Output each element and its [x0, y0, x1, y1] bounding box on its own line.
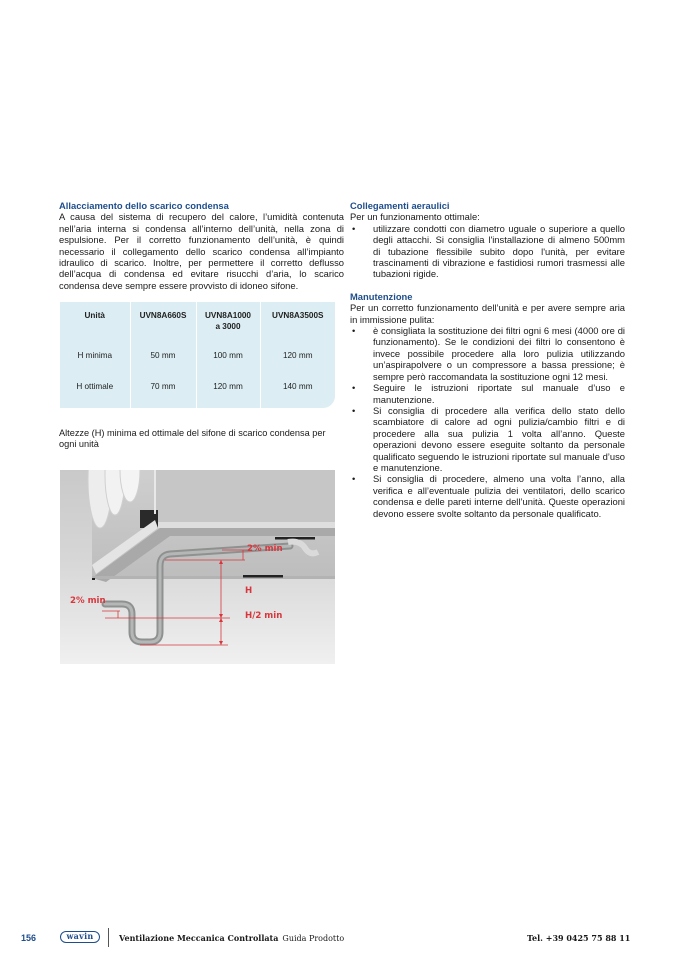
list-item — [350, 223, 625, 280]
slope-left-label: 2% min — [70, 596, 106, 606]
list-item — [350, 405, 625, 473]
document-title — [119, 933, 344, 943]
phone-number: Tel. +39 0425 75 88 11 — [527, 933, 631, 943]
air-connections-intro: Per un funzionamento ottimale: — [350, 211, 480, 223]
bullet-icon: • — [352, 404, 356, 416]
table-cell: H minima — [60, 346, 130, 377]
table-cell: 70 mm — [130, 377, 196, 408]
bullet-icon: • — [352, 222, 356, 234]
list-item-text: Seguire le istruzioni riportate sul manuale d’uso e manutenzione. — [373, 382, 625, 405]
maintenance-list — [350, 325, 625, 519]
list-item — [350, 473, 625, 519]
document-title-text: Ventilazione Meccanica Controllata — [119, 933, 279, 943]
left-column — [59, 200, 344, 291]
condensate-paragraph: A causa del sistema di recupero del calore, l’umidità contenuta nell’aria interna si condensa all’interno dell’unità, nella zona di espulsione. Per il corretto funzionamento dell’unità, è quindi necessario il collegamento dello scarico condensa all’impianto idraulico di scarico. Inoltre, per permettere il corretto deflusso dell’acqua di condensa ed evitare risucchi d’aria, lo scarico condensa deve sempre essere provvisto di idoneo sifone. — [59, 211, 344, 291]
half-height-label: H/2 min — [245, 611, 283, 621]
page-number: 156 — [21, 933, 37, 943]
header-cell: UVN8A660S — [130, 302, 196, 346]
slope-top-label: 2% min — [247, 544, 283, 554]
list-item — [350, 325, 625, 382]
table-cell: H ottimale — [60, 377, 130, 408]
header-cell — [196, 302, 260, 346]
list-item-text: è consigliata la sostituzione dei filtri ogni 6 mesi (4000 ore di funzionamento). Se le condizioni dei filtri lo consentono è invece possibile procedere alla loro pulizia utilizzando un’aspirapolvere o un compressore a bassa pressione; è sempre però raccomandata la sostituzione ogni 12 mesi. — [373, 325, 625, 382]
document-subtitle: Guida Prodotto — [282, 934, 345, 943]
siphon-diagram-icon — [60, 470, 335, 664]
table — [60, 302, 335, 408]
header-cell: Unità — [60, 302, 130, 346]
list-item — [350, 382, 625, 405]
table-header-row — [60, 302, 335, 346]
bullet-icon: • — [352, 473, 356, 485]
height-label: H — [245, 586, 253, 596]
header-cell-text: UVN8A1000 a 3000 — [205, 311, 251, 331]
air-connections-list — [350, 223, 625, 280]
siphon-height-table — [60, 302, 335, 408]
list-item-text: Si consiglia di procedere alla verifica dello stato dello scambiatore di calore ad ogni pulizia/cambio filtri e di procedere alla sua pulizia 1 volta all’anno. Queste operazioni devono essere eseguite soltanto da personale qualificato seguendo le istruzioni riportate sul manuale d’uso e manutenzione. — [373, 404, 625, 473]
table-cell: 120 mm — [196, 377, 260, 408]
bullet-icon: • — [352, 382, 356, 394]
table-caption: Altezze (H) minima ed ottimale del sifone di scarico condensa per ogni unità — [59, 428, 326, 450]
table-row — [60, 346, 335, 377]
page-footer — [0, 926, 677, 950]
table-cell: 140 mm — [282, 382, 313, 391]
table-cell: 50 mm — [130, 346, 196, 377]
section-heading-maintenance: Manutenzione — [350, 290, 413, 302]
table-cell: 100 mm — [196, 346, 260, 377]
header-cell: UVN8A3500S — [272, 311, 324, 320]
table-cell: 120 mm — [282, 351, 313, 360]
maintenance-intro: Per un corretto funzionamento dell’unità e per avere sempre aria in immissione pulita: — [350, 302, 625, 325]
section-heading-condensate: Allacciamento dello scarico condensa — [59, 200, 229, 211]
bullet-icon: • — [352, 325, 356, 337]
table-row — [60, 377, 335, 408]
footer-divider — [108, 928, 109, 947]
list-item-text: Si consiglia di procedere, almeno una volta l’anno, alla verifica e all’eventuale pulizia dei ventilatori, dello scarico condensa e delle pareti interne dell’unità. Queste operazioni devono essere svolte soltanto da personale qualificato. — [373, 473, 625, 519]
wavin-logo-icon: wavin — [60, 931, 100, 943]
list-item-text: utilizzare condotti con diametro uguale o superiore a quello degli attacchi. Si consiglia l'installazione di almeno 500mm di tubazione flessibile subito dopo l'unità, per evitare trascinamenti di vibrazione e fastidiosi rumori trasmessi alle tubazioni rigide. — [373, 222, 625, 280]
section-heading-air-connections: Collegamenti aeraulici — [350, 200, 450, 211]
right-column — [350, 200, 625, 519]
siphon-illustration — [60, 470, 335, 664]
